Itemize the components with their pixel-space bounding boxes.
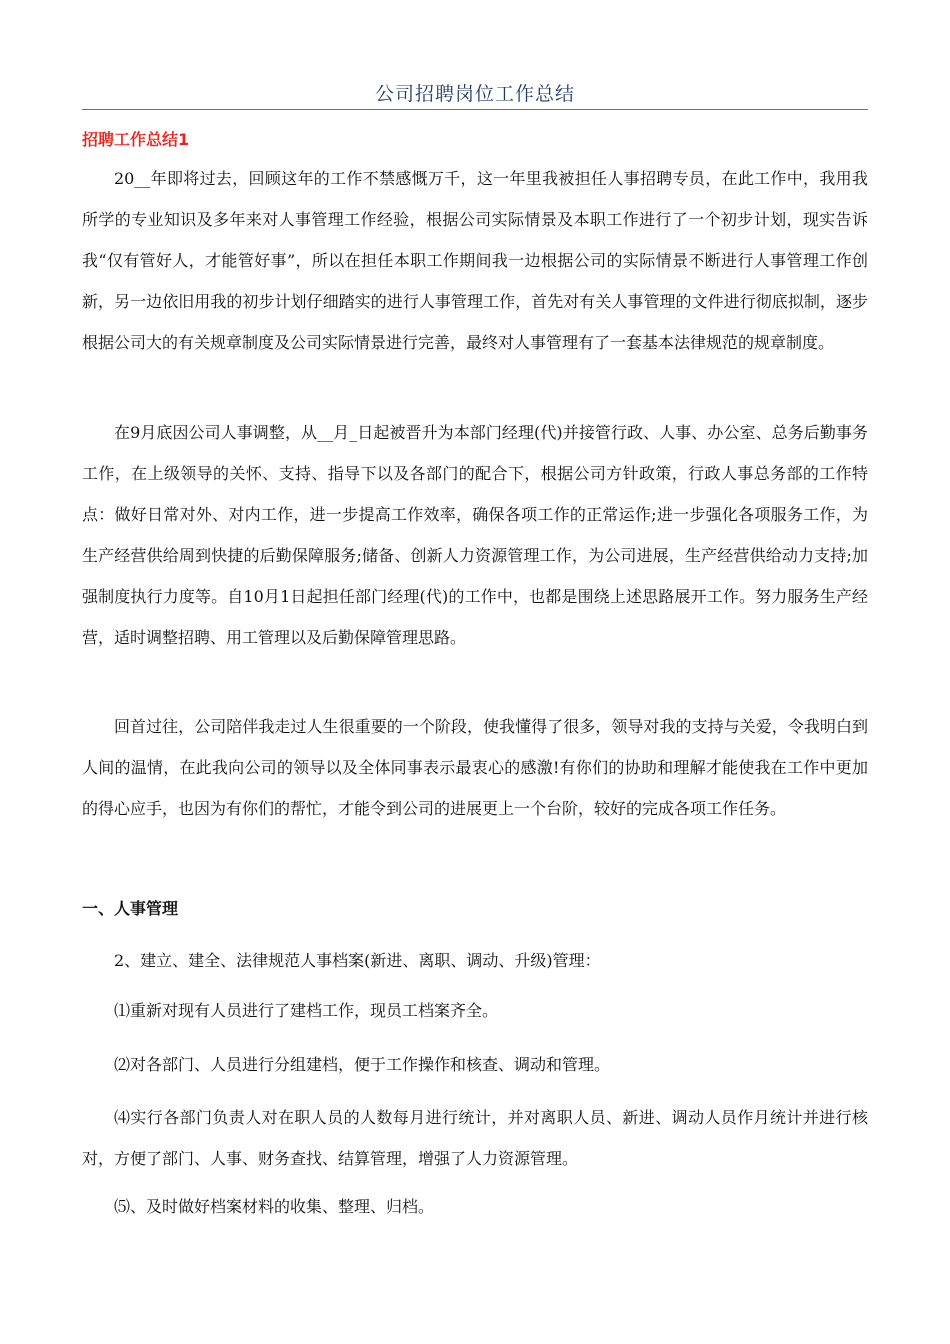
- paragraph-2: 在9月底因公司人事调整，从__月_日起被晋升为本部门经理(代)并接管行政、人事、办公室、总务后勤事务工作，在上级领导的关怀、支持、指导下以及各部门的配合下，根据公司方针政策，行政人事总务部的工作特点：做好日常对外、对内工作，进一步提高工作效率，确保各项工作的正常运作;进一步强化各项服务工作，为生产经营供给周到快捷的后勤保障服务;储备、创新人力资源管理工作，为公司进展，生产经营供给动力支持;加强制度执行力度等。自10月1日起担任部门经理(代)的工作中，也都是围绕上述思路展开工作。努力服务生产经营，适时调整招聘、用工管理以及后勤保障管理思路。: [82, 423, 868, 647]
- title-underline: [82, 109, 868, 110]
- list-item: ⑵对各部门、人员进行分组建档，便于工作操作和核查、调动和管理。: [114, 1055, 611, 1074]
- document-title: 公司招聘岗位工作总结: [374, 83, 575, 105]
- list-item: ⑴重新对现有人员进行了建档工作，现员工档案齐全。: [114, 1001, 499, 1020]
- list-item: ⑷实行各部门负责人对在职人员的人数每月进行统计，并对离职人员、新进、调动人员作月统计并进行核对，方便了部门、人事、财务查找、结算管理，增强了人力资源管理。: [82, 1108, 868, 1168]
- section-heading: 招聘工作总结1: [82, 130, 190, 149]
- subheading-personnel: 一、人事管理: [82, 899, 179, 918]
- list-item: ⑸、及时做好档案材料的收集、整理、归档。: [114, 1197, 435, 1216]
- paragraph-3: 回首过往，公司陪伴我走过人生很重要的一个阶段，使我懂得了很多，领导对我的支持与关爱，令我明白到人间的温情，在此我向公司的领导以及全体同事表示最衷心的感激!有你们的协助和理解才能使我在工作中更加的得心应手，也因为有你们的帮忙，才能令到公司的进展更上一个台阶，较好的完成各项工作任务。: [82, 717, 868, 818]
- list-item: 2、建立、建全、法律规范人事档案(新进、离职、调动、升级)管理：: [114, 951, 601, 970]
- paragraph-1: 20__年即将过去，回顾这年的工作不禁感慨万千，这一年里我被担任人事招聘专员，在此工作中，我用我所学的专业知识及多年来对人事管理工作经验，根据公司实际情景及本职工作进行了一个初步计划，现实告诉我“仅有管好人，才能管好事”，所以在担任本职工作期间我一边根据公司的实际情景不断进行人事管理工作创新，另一边依旧用我的初步计划仔细踏实的进行人事管理工作，首先对有关人事管理的文件进行彻底拟制，逐步根据公司大的有关规章制度及公司实际情景进行完善，最终对人事管理有了一套基本法律规范的规章制度。: [82, 169, 868, 352]
